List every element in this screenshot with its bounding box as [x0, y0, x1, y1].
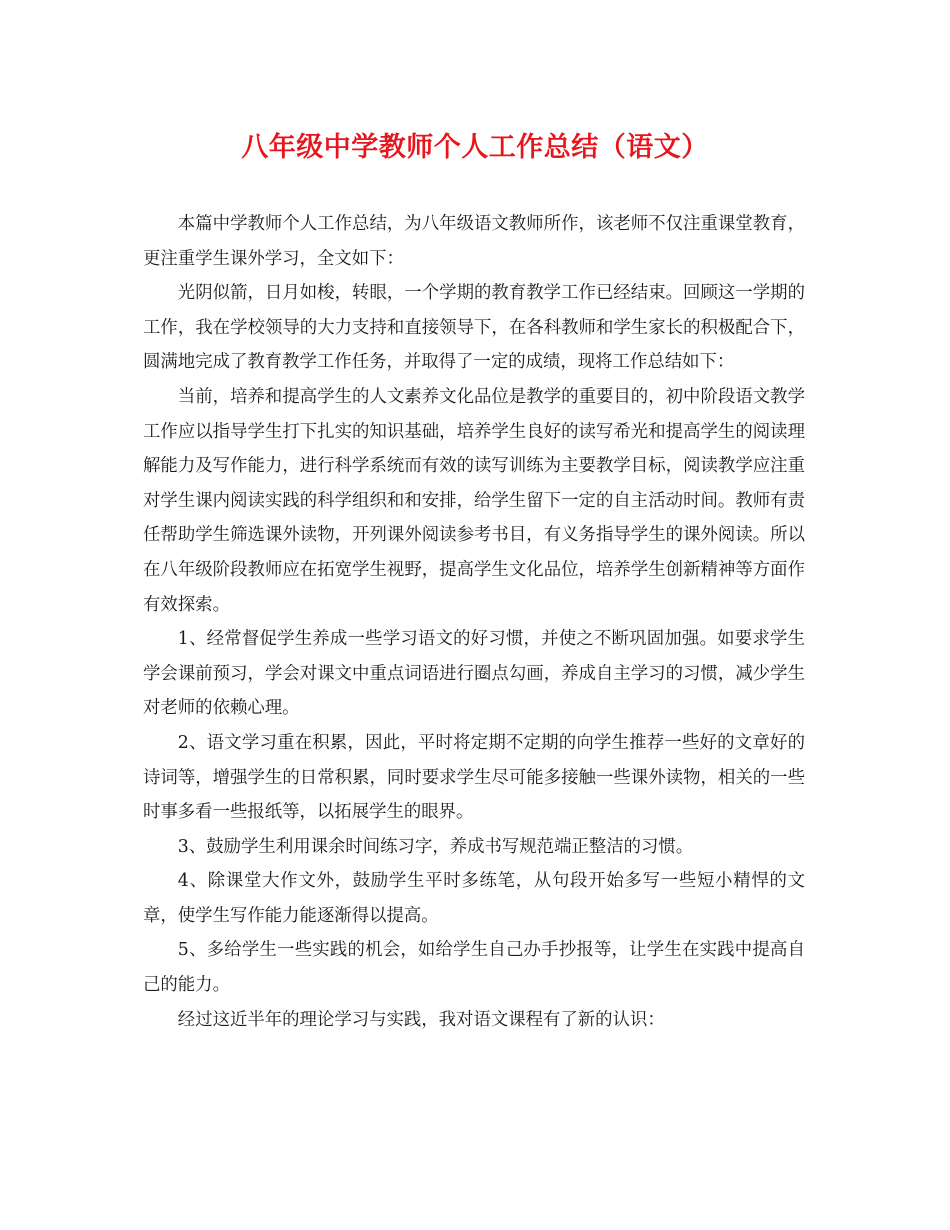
- paragraph-item-1: 1、经常督促学生养成一些学习语文的好习惯，并使之不断巩固加强。如要求学生学会课前预习，学会对课文中重点词语进行圈点勾画，养成自主学习的习惯，减少学生对老师的依赖心理。: [143, 629, 805, 719]
- document-body: [143, 207, 805, 1037]
- paragraph-intro: 本篇中学教师个人工作总结，为八年级语文教师所作，该老师不仅注重课堂教育，更注重学生课外学习，全文如下：: [143, 214, 805, 269]
- paragraph-item-4: 4、除课堂大作文外，鼓励学生平时多练笔，从句段开始多写一些短小精悍的文章，使学生写作能力能逐渐得以提高。: [143, 871, 805, 926]
- paragraph-opening: 光阴似箭，日月如梭，转眼，一个学期的教育教学工作已经结束。回顾这一学期的工作，我在学校领导的大力支持和直接领导下，在各科教师和学生家长的积极配合下，圆满地完成了教育教学工作任务，并取得了一定的成绩，现将工作总结如下：: [143, 283, 805, 373]
- paragraph-item-5: 5、多给学生一些实践的机会，如给学生自己办手抄报等，让学生在实践中提高自己的能力。: [143, 940, 805, 996]
- paragraph-closing: 经过这近半年的理论学习与实践，我对语文课程有了新的认识：: [177, 1009, 665, 1030]
- paragraph-item-2: 2、语文学习重在积累，因此，平时将定期不定期的向学生推荐一些好的文章好的诗词等，增强学生的日常积累，同时要求学生尽可能多接触一些课外读物，相关的一些时事多看一些报纸等，以拓展学生的眼界。: [143, 732, 805, 823]
- paragraph-goals: 当前，培养和提高学生的人文素养文化品位是教学的重要目的，初中阶段语文教学工作应以指导学生打下扎实的知识基础，培养学生良好的读写希光和提高学生的阅读理解能力及写作能力，进行科学系统而有效的读写训练为主要教学目标，阅读教学应注重对学生课内阅读实践的科学组织和和安排，给学生留下一定的自主活动时间。教师有责任帮助学生筛选课外读物，开列课外阅读参考书目，有义务指导学生的课外阅读。所以在八年级阶段教师应在拓宽学生视野，提高学生文化品位，培养学生创新精神等方面作有效探索。: [143, 386, 805, 615]
- paragraph-item-3: 3、鼓励学生利用课余时间练习字，养成书写规范端正整洁的习惯。: [177, 836, 694, 857]
- document-title: 八年级中学教师个人工作总结（语文）: [241, 132, 709, 163]
